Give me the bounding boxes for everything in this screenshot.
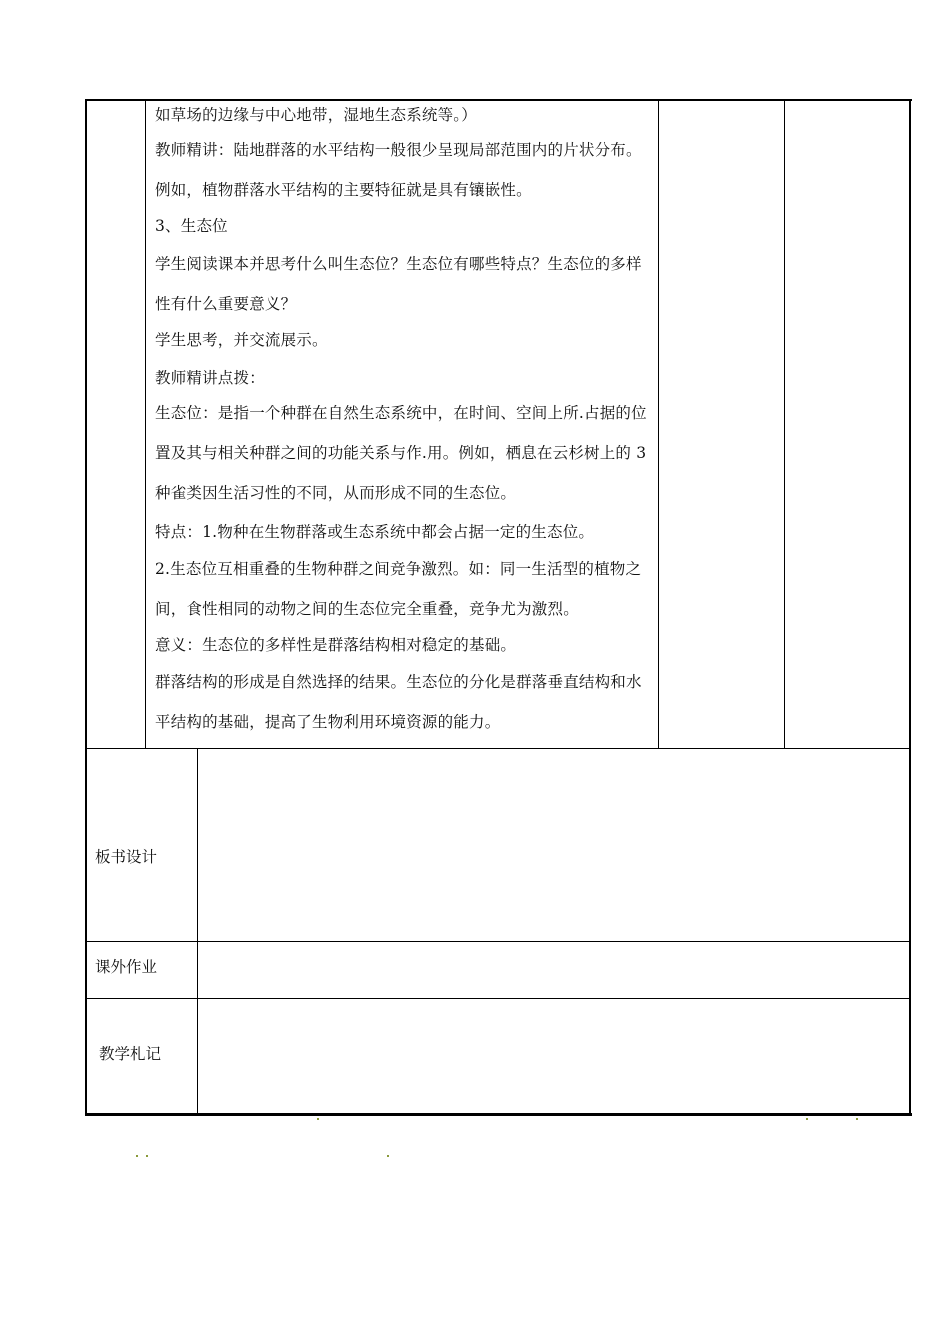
table-right-border xyxy=(909,99,911,1116)
homework-label: 课外作业 xyxy=(95,958,158,976)
body-paragraph: 教师精讲点拨： xyxy=(155,369,265,387)
row-separator-homework xyxy=(85,998,911,999)
scan-speck xyxy=(806,1118,808,1120)
body-paragraph: 教师精讲：陆地群落的水平结构一般很少呈现局部范围内的片状分布。例如，植物群落水平结构的主要特征就是具有镶嵌性。 xyxy=(155,141,642,199)
table-left-border xyxy=(85,99,87,1116)
col-divider-2 xyxy=(658,99,659,749)
body-paragraph: 群落结构的形成是自然选择的结果。生态位的分化是群落垂直结构和水平结构的基础，提高了生物利用环境资源的能力。 xyxy=(155,673,642,731)
row-separator-body xyxy=(85,748,911,749)
teaching-notes-label: 教学札记 xyxy=(99,1045,162,1063)
scan-speck xyxy=(317,1118,319,1120)
body-paragraph: 学生阅读课本并思考什么叫生态位？生态位有哪些特点？生态位的多样性有什么重要意义？ xyxy=(155,255,642,313)
row-separator-board xyxy=(85,941,911,942)
body-paragraph: 如草场的边缘与中心地带，湿地生态系统等。） xyxy=(155,106,477,124)
table-bottom-border xyxy=(85,1113,912,1116)
body-paragraph: 特点：1.物种在生物群落或生态系统中都会占据一定的生态位。 xyxy=(155,523,595,541)
col-divider-1 xyxy=(145,99,146,749)
body-paragraph: 2.生态位互相重叠的生物种群之间竞争激烈。如：同一生活型的植物之间，食性相同的动物之间的生态位完全重叠，竞争尤为激烈。 xyxy=(155,560,642,618)
scan-speck xyxy=(136,1155,138,1157)
col-divider-3 xyxy=(784,99,785,749)
scan-speck xyxy=(856,1118,858,1120)
board-design-label: 板书设计 xyxy=(95,848,158,866)
label-column-divider xyxy=(197,748,198,1115)
body-paragraph: 生态位：是指一个种群在自然生态系统中，在时间、空间上所.占据的位置及其与相关种群之间的功能关系与作.用。例如，栖息在云杉树上的 3 种雀类因生活习性的不同，从而形成不同的生态位。 xyxy=(155,404,647,502)
scan-speck xyxy=(387,1155,389,1157)
scan-speck xyxy=(146,1155,148,1157)
body-paragraph: 学生思考，并交流展示。 xyxy=(155,331,328,349)
body-paragraph: 意义：生态位的多样性是群落结构相对稳定的基础。 xyxy=(155,636,517,654)
body-paragraph: 3、生态位 xyxy=(155,217,228,235)
